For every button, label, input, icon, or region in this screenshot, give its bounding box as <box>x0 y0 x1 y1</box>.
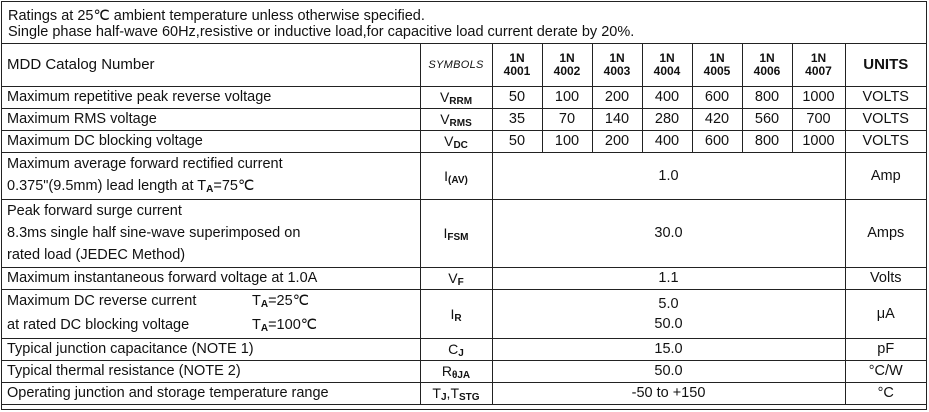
symbol-main: V <box>439 89 450 105</box>
symbol-subscript: STG <box>459 392 480 403</box>
symbol-subscript: J <box>458 348 464 359</box>
symbol-subscript: R <box>454 312 462 324</box>
part-prefix: 1N <box>559 50 575 65</box>
part-header-4001 <box>492 44 542 86</box>
unit-cell: °C <box>845 382 926 404</box>
symbol-cell <box>420 199 492 267</box>
header-row <box>2 44 926 86</box>
symbol-subscript: F <box>457 277 464 288</box>
table-row-ifsm <box>2 199 926 267</box>
parameter-line: rated load (JEDEC Method) <box>7 247 186 263</box>
symbol-main: I <box>450 305 455 322</box>
part-header-4007 <box>792 44 845 86</box>
part-number: 4007 <box>805 63 832 78</box>
value-cell: 100 <box>542 86 592 108</box>
value-cell: 400 <box>642 130 692 152</box>
parameter-cell <box>2 199 420 267</box>
unit-cell: °C/W <box>845 360 926 382</box>
catalog-number-header: MDD Catalog Number <box>2 44 420 86</box>
value-at-25c: 5.0 <box>658 295 679 312</box>
table-row-ir <box>2 289 926 338</box>
symbol-main: R <box>441 363 452 379</box>
part-number: 4006 <box>753 63 781 78</box>
symbol-cell <box>420 108 492 130</box>
parameter-line <box>7 314 420 338</box>
ratings-table-frame <box>1 1 927 410</box>
parameter-text: 0.375"(9.5mm) lead length at T <box>7 177 207 194</box>
value-cell: 30.0 <box>492 199 845 267</box>
note-line-1: Ratings at 25℃ ambient temperature unless otherwise specified. <box>8 8 425 24</box>
unit-cell: VOLTS <box>845 86 926 108</box>
value-cell <box>492 289 845 338</box>
symbol-cell <box>420 152 492 199</box>
part-header-4005 <box>692 44 742 86</box>
value-cell: 700 <box>792 108 845 130</box>
symbol-main: I <box>444 167 449 184</box>
unit-cell: Amp <box>845 152 926 199</box>
parameter-line: Maximum average forward rectified current <box>7 155 283 172</box>
value-cell: 420 <box>692 108 742 130</box>
value-cell: 1.0 <box>492 152 845 199</box>
parameter-cell: Typical thermal resistance (NOTE 2) <box>2 360 420 382</box>
condition-text: T <box>252 316 261 333</box>
part-number: 4001 <box>503 63 531 78</box>
condition-text: T <box>252 292 261 309</box>
symbol-cell <box>420 267 492 289</box>
unit-cell: VOLTS <box>845 108 926 130</box>
part-prefix: 1N <box>609 50 625 65</box>
value-cell: 35 <box>492 108 542 130</box>
value-cell: 50 <box>492 86 542 108</box>
symbol-cell <box>420 86 492 108</box>
parameter-cell <box>2 152 420 199</box>
table-row-vf <box>2 267 926 289</box>
table-row-tj <box>2 382 926 404</box>
value-cell: 1000 <box>792 130 845 152</box>
value-cell: 280 <box>642 108 692 130</box>
symbol-cell <box>420 130 492 152</box>
value-cell: 1.1 <box>492 267 845 289</box>
part-prefix: 1N <box>759 50 775 65</box>
part-prefix: 1N <box>509 50 525 65</box>
value-cell: 560 <box>742 108 792 130</box>
symbol-subscript: θJA <box>451 370 471 381</box>
symbol-main: I <box>443 225 448 241</box>
unit-cell: VOLTS <box>845 130 926 152</box>
condition-text: =100℃ <box>268 316 318 333</box>
parameter-cell: Maximum DC blocking voltage <box>2 130 420 152</box>
unit-cell: μA <box>845 289 926 338</box>
symbols-header: SYMBOLS <box>420 44 492 86</box>
symbol-subscript: FSM <box>447 232 469 243</box>
part-header-4006 <box>742 44 792 86</box>
symbol-subscript: DC <box>453 140 468 151</box>
symbol-separator: , <box>446 385 451 401</box>
table-row-vdc <box>2 130 926 152</box>
parameter-line <box>7 290 420 314</box>
symbol-main: C <box>448 341 459 357</box>
value-cell: 70 <box>542 108 592 130</box>
unit-cell: Amps <box>845 199 926 267</box>
parameter-cell: Maximum instantaneous forward voltage at 1.0A <box>2 267 420 289</box>
value-cell: -50 to +150 <box>492 382 845 404</box>
symbol-main: V <box>444 133 454 149</box>
parameter-line <box>7 175 420 199</box>
symbol-subscript: RRM <box>449 96 473 107</box>
value-cell: 50.0 <box>492 360 845 382</box>
value-cell: 200 <box>592 130 642 152</box>
parameter-line: 8.3ms single half sine-wave superimposed on <box>7 225 301 241</box>
ratings-notes <box>2 2 926 44</box>
subscript: A <box>260 298 269 310</box>
part-number: 4005 <box>703 63 731 78</box>
note-line-2: Single phase half-wave 60Hz,resistive or inductive load,for capacitive load current derate by 20%. <box>8 24 635 40</box>
part-number: 4002 <box>553 63 581 78</box>
value-cell: 800 <box>742 86 792 108</box>
part-header-4003 <box>592 44 642 86</box>
part-number: 4003 <box>603 63 631 78</box>
condition-text: =25℃ <box>268 292 309 309</box>
symbol-subscript: RMS <box>449 118 472 129</box>
value-cell: 800 <box>742 130 792 152</box>
subscript: A <box>206 183 214 195</box>
symbol-main: T <box>432 385 441 401</box>
unit-cell: Volts <box>845 267 926 289</box>
table-row-cj <box>2 338 926 360</box>
table-row-vrms <box>2 108 926 130</box>
part-prefix: 1N <box>709 50 725 65</box>
symbol-main: T <box>450 385 459 401</box>
symbol-cell <box>420 338 492 360</box>
part-prefix: 1N <box>659 50 675 65</box>
value-cell: 200 <box>592 86 642 108</box>
symbol-subscript: J <box>440 392 447 403</box>
value-cell: 140 <box>592 108 642 130</box>
value-cell: 600 <box>692 130 742 152</box>
table-row-rth <box>2 360 926 382</box>
parameter-cell <box>2 289 420 338</box>
value-cell: 600 <box>692 86 742 108</box>
parameter-cell: Maximum RMS voltage <box>2 108 420 130</box>
parameter-cell: Maximum repetitive peak reverse voltage <box>2 86 420 108</box>
units-header: UNITS <box>845 44 926 86</box>
symbol-main: V <box>440 111 450 127</box>
parameter-text: at rated DC blocking voltage <box>7 316 190 333</box>
symbol-cell <box>420 382 492 404</box>
symbol-subscript: (AV) <box>448 174 468 186</box>
value-cell: 1000 <box>792 86 845 108</box>
parameter-text: Maximum DC reverse current <box>7 292 197 309</box>
value-cell: 15.0 <box>492 338 845 360</box>
unit-cell: pF <box>845 338 926 360</box>
table-row-vrrm <box>2 86 926 108</box>
part-prefix: 1N <box>810 50 827 65</box>
symbol-cell <box>420 289 492 338</box>
parameter-cell: Typical junction capacitance (NOTE 1) <box>2 338 420 360</box>
symbol-main: V <box>448 270 458 286</box>
value-at-100c: 50.0 <box>654 315 683 332</box>
table-row-iav <box>2 152 926 199</box>
parameter-text: =75℃ <box>213 177 255 194</box>
part-header-4004 <box>642 44 692 86</box>
value-cell: 50 <box>492 130 542 152</box>
subscript: A <box>260 322 269 334</box>
value-cell: 400 <box>642 86 692 108</box>
symbol-cell <box>420 360 492 382</box>
parameter-line: Peak forward surge current <box>7 203 182 219</box>
part-number: 4004 <box>653 63 681 78</box>
ratings-table <box>2 44 926 405</box>
value-cell: 100 <box>542 130 592 152</box>
parameter-cell: Operating junction and storage temperature range <box>2 382 420 404</box>
part-header-4002 <box>542 44 592 86</box>
